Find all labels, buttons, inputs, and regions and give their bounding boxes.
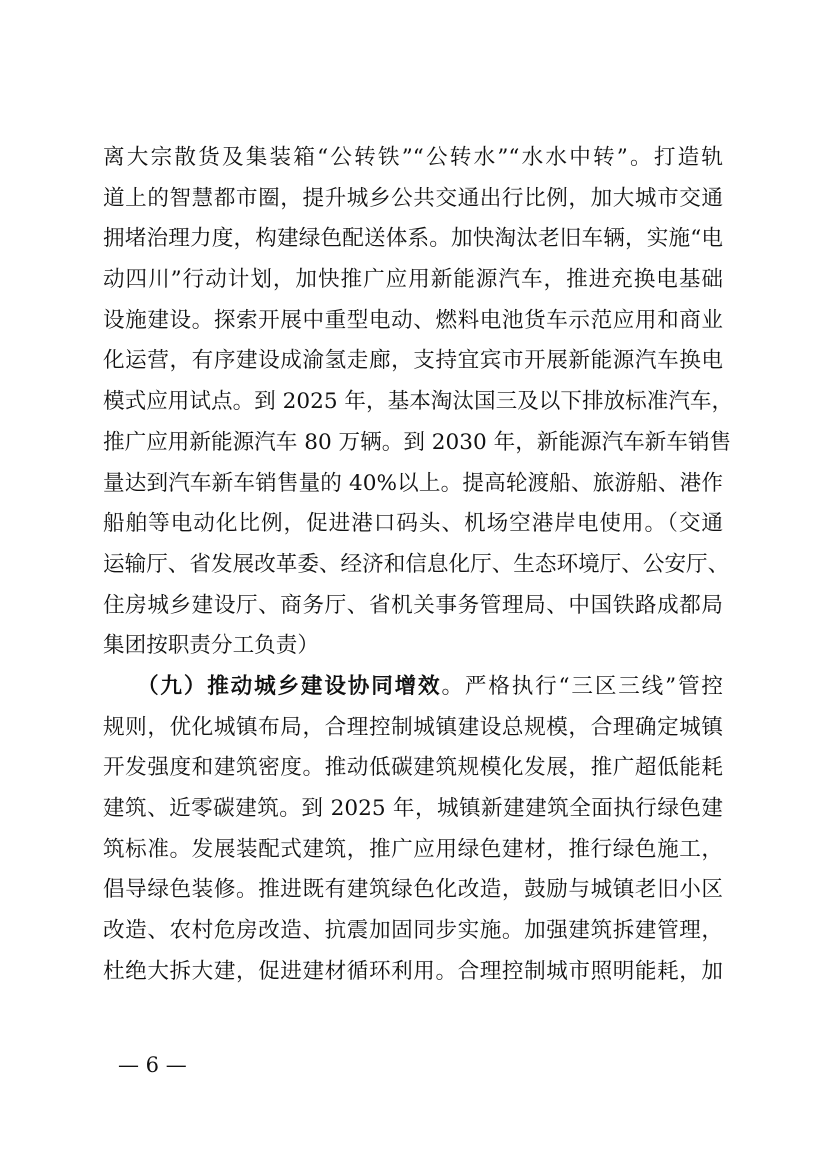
text-line [103, 667, 723, 708]
text-line: 拥堵治理力度，构建绿色配送体系。加快淘汰老旧车辆，实施“电 [103, 226, 723, 252]
text-line: 推广应用新能源汽车 80 万辆。到 2030 年，新能源汽车新车销售 [103, 429, 732, 455]
text-line: 道上的智慧都市圈，提升城乡公共交通出行比例，加大城市交通 [103, 185, 723, 211]
text-line: 集团按职责分工负责） [103, 633, 319, 659]
text-line: 动四川”行动计划，加快推广应用新能源汽车，推进充换电基础 [103, 267, 723, 293]
text-line: 运输厅、省发展改革委、经济和信息化厅、生态环境厅、公安厅、 [103, 551, 730, 577]
heading-line-rest: 。严格执行“三区三线”管控 [441, 673, 723, 699]
section-heading: （九）推动城乡建设协同增效 [137, 673, 442, 699]
text-line: 设施建设。探索开展中重型电动、燃料电池货车示范应用和商业 [103, 307, 723, 333]
text-line: 离大宗散货及集装箱“公转铁”“公转水”“水水中转”。打造轨 [103, 145, 723, 170]
text-line: 模式应用试点。到 2025 年，基本淘汰国三及以下排放标准汽车， [103, 389, 734, 415]
text-line: 化运营，有序建设成渝氢走廊，支持宜宾市开展新能源汽车换电 [103, 348, 723, 374]
text-line: 筑标准。发展装配式建筑，推广应用绿色建材，推行绿色施工， [103, 836, 723, 862]
text-line: 量达到汽车新车销售量的 40%以上。提高轮渡船、旅游船、港作 [103, 470, 723, 496]
text-line: 住房城乡建设厅、商务厅、省机关事务管理局、中国铁路成都局 [103, 592, 723, 618]
text-line: 建筑、近零碳建筑。到 2025 年，城镇新建建筑全面执行绿色建 [103, 796, 723, 821]
text-line: 规则，优化城镇布局，合理控制城镇建设总规模，合理确定城镇 [103, 714, 723, 740]
document-body [103, 138, 734, 992]
text-line: 改造、农村危房改造、抗震加固同步实施。加强建筑拆建管理， [103, 918, 723, 944]
text-line: 船舶等电动化比例，促进港口码头、机场空港岸电使用。（交通 [103, 511, 723, 537]
page-number: — 6 — [118, 1053, 187, 1077]
paragraph-transport [103, 138, 734, 667]
text-line: 杜绝大拆大建，促进建材循环利用。合理控制城市照明能耗，加 [103, 958, 723, 984]
paragraph-urban-rural-construction [103, 667, 723, 993]
text-line: 开发强度和建筑密度。推动低碳建筑规模化发展，推广超低能耗 [103, 755, 723, 781]
text-line: 倡导绿色装修。推进既有建筑绿色化改造，鼓励与城镇老旧小区 [103, 877, 723, 903]
